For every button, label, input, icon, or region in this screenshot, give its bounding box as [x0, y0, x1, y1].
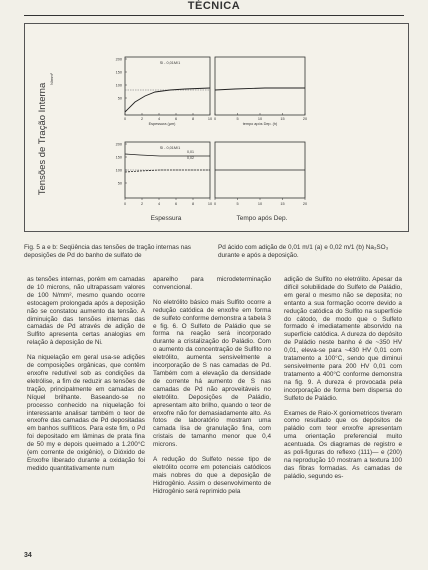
y-tick-label: 50 — [117, 96, 122, 101]
x-tick-label: 0 — [123, 117, 127, 121]
figure-caption-left: Fig. 5 a e b: Seqüência das tensões de tração internas nas deposições de Pd do banho de sulfato de — [24, 244, 191, 260]
panel-x-axis-label: tempo após Dep. (h) — [242, 122, 278, 126]
x-tick-label: 6 — [174, 117, 178, 121]
y-tick-label: 200 — [115, 142, 122, 147]
x-tick-label: 4 — [157, 202, 161, 206]
series-label: 0,01 — [187, 150, 194, 154]
x-tick-label: 8 — [191, 202, 195, 206]
paragraph: No eletrólito básico mais Sulfito ocorre a redução catódica de enxofre em forma de sulfeto conforme demonstra a tabela 3 e fig. 6. O Sulfeto de Paládio que se forma na reação será incorporado durante a cristalização do Paládio. Com o aumento da concentração de Sulfito no eletrólito, aumenta sensivelmente a incorporação de S nas camadas de Pd. Também com a elevação da densidade de corrente há aumento de S nas camadas de Pd não aproveitáveis no eletrólito. Deposições de Paládio, apresentam alto brilho, quando o teor de enxofre não for demasiadamente alto. As fotos de laboratório mostram uma camada lisa de granulação fina, com cristais de tamanho menor que 0,4 microns. — [153, 298, 271, 449]
y-tick-label: 200 — [115, 57, 122, 62]
x-tick-label: 10 — [257, 117, 263, 121]
x-tick-label: 8 — [191, 117, 195, 121]
panel-legend: Sl - 0,01M/1 — [159, 61, 181, 65]
figure-xlabel-right: Tempo após Dep. — [236, 215, 288, 222]
x-tick-label: 4 — [157, 117, 161, 121]
paragraph: adição de Sulfito no eletrólito. Apesar da difícil solubilidade do Sulfeto de Paládio, em geral o mesmo não se deposita; no entanto a sua formação ocorre devido a redução catódica do Sulfito na superfície do cátodo, de modo que o Sulfeto formado é imediatamente absorvido na superfície catódica. A dureza do depósito de Paládio neste banho é de ~350 HV 0,01, eleva-se para ~430 HV 0,01 com tratamento a 100°C, sendo que diminui sensivelmente para 200 HV 0,01 com tratamento a 400°C conforme demonstra na fig. 9. A dureza é provocada pela incorporação de forma bem dispersa do Sulfeto de Paládio. — [284, 276, 402, 402]
x-tick-label: 2 — [140, 202, 144, 206]
header-divider — [24, 15, 404, 16]
section-header: TÉCNICA — [187, 0, 241, 12]
x-tick-label: 10 — [207, 202, 213, 206]
x-tick-label: 0 — [213, 117, 217, 121]
text-column-3 — [284, 276, 402, 488]
x-tick-label: 15 — [280, 202, 285, 206]
x-tick-label: 10 — [257, 202, 263, 206]
paragraph: Na niquelação em geral usa-se adições de composições orgânicas, que contêm enxofre redutível sob as condições da eletrólise, a fim de reduzir as tensões de tração, principalmente em camadas de Níquel brilhante. Baseando-se no processo conhecido na niquelação foi interessante analisar também o teor de enxofre das camadas de Pd depositadas em banhos sulfíticos. Para este fim, o Pd foi depositado em lâminas de prata fina de 50 my e depois queimado a 1.200°C (em corrente de oxigênio), o Dióxido de Enxofre liberado durante a oxidação foi medido quantitativamente num — [27, 354, 145, 472]
axis-ticks — [116, 57, 307, 206]
text-column-2 — [153, 276, 271, 503]
text-column-1 — [27, 276, 145, 480]
x-tick-label: 5 — [236, 117, 239, 121]
panel-bottom-left — [125, 142, 210, 198]
figure-xlabel-left: Espessura — [150, 215, 182, 222]
x-tick-label: 0 — [123, 202, 127, 206]
series-line — [125, 154, 210, 156]
x-tick-label: 10 — [207, 117, 213, 121]
x-tick-label: 5 — [236, 202, 239, 206]
page-number: 34 — [24, 552, 32, 559]
x-tick-label: 20 — [302, 117, 308, 121]
series-line — [125, 88, 210, 112]
paragraph: aparelho para microdeterminação convencional. — [153, 276, 271, 291]
paragraph: as tensões internas, porém em camadas de 10 microns, não ultrapassam valores de 100 N/mm², mesmo quando ocorre estocagem prolongada após a deposição não se constatou aumento da tensão. A diminuição das tensões internas das camadas de Pd através de adição de Sulfito apresenta certas analogias em relação à deposição de Ni. — [27, 276, 145, 347]
figure-5-charts — [25, 24, 408, 231]
paragraph: A redução do Sulfeto nesse tipo de eletrólito ocorre em potenciais catódicos mais nobres do que a deposição de Hidrogênio. Assim o desenvolvimento de Hidrogênio será reprimido pela — [153, 456, 271, 495]
x-tick-label: 6 — [174, 202, 178, 206]
panel-top-right — [215, 57, 308, 126]
y-tick-label: 50 — [117, 181, 122, 186]
paragraph: Exames de Raio-X goniometricos tiveram como resultado que os depósitos de paládio com teor enxofre apresentam uma orientação preferencial muito acentuada. Os diagramas de registro e as poli-figuras do reflexo (111)— e (200) na reprodução 10 mostram a textura 100 das fibras formadas. As camadas de paládio, segundo es- — [284, 409, 402, 480]
figure-caption-right: Pd ácido com adição de 0,01 m/1 (a) e 0,02 m/1 (b) Na₂SO₃ durante e após a deposição. — [218, 244, 389, 260]
x-tick-label: 0 — [213, 202, 217, 206]
figure-ylabel: Tensões de Tração Interna — [37, 82, 48, 196]
panel-x-axis-label: Espessura (µm) — [148, 122, 176, 126]
panel-top-left — [125, 57, 213, 126]
series-label: 0,02 — [187, 156, 194, 160]
x-tick-label: 15 — [280, 117, 285, 121]
panel-legend: Sl - 0,01M/1 — [159, 146, 181, 150]
y-tick-label: 100 — [115, 168, 122, 173]
figure-ylabel-units: N/mm² — [49, 73, 54, 85]
y-tick-label: 150 — [115, 155, 122, 160]
series-line — [125, 170, 210, 172]
panel-bottom-right — [215, 142, 305, 198]
y-tick-label: 150 — [115, 70, 122, 75]
series-line — [215, 88, 305, 90]
x-tick-label: 2 — [140, 117, 144, 121]
figure-5 — [24, 23, 409, 232]
y-tick-label: 100 — [115, 83, 122, 88]
x-tick-label: 20 — [302, 202, 308, 206]
